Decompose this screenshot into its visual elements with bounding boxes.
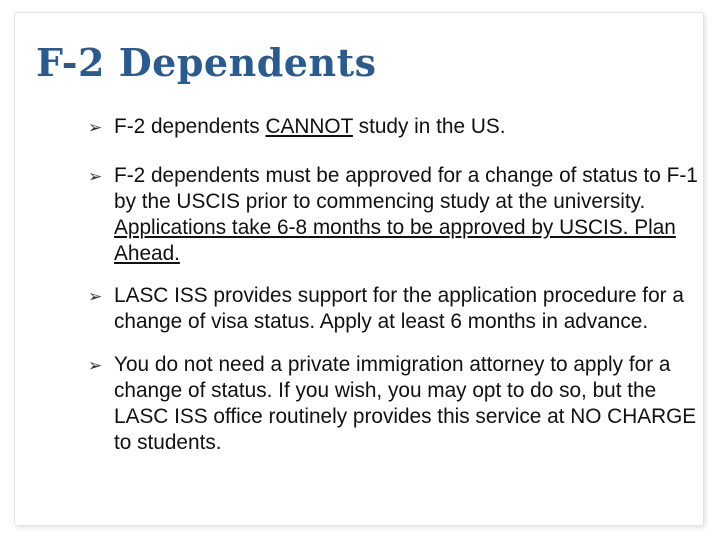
bullet-text: F-2 dependents [114,115,266,138]
bullet-emphasis: Applications take 6-8 months to be approved by USCIS. Plan Ahead. [114,216,676,265]
bullet-item [88,163,703,267]
bullet-item [88,283,703,335]
bullet-item [88,352,703,456]
bullet-text: study in the US. [352,115,506,138]
arrow-right-icon: ➢ [88,356,103,376]
slide-title: F-2 Dependents [36,40,377,85]
arrow-right-icon: ➢ [88,167,103,187]
bullet-emphasis: CANNOT [265,115,353,138]
arrow-right-icon: ➢ [88,287,103,307]
bullet-text: You do not need a private immigration attorney to apply for a change of status. If you wish, you may opt to do so, but the LASC ISS office routinely provides this service at NO CHARGE to students. [114,353,697,454]
bullet-text: F-2 dependents must be approved for a change of status to F-1 by the USCIS prior to commencing study at the university. [114,164,698,213]
bullet-list [88,114,703,456]
bullet-item [88,114,703,140]
bullet-text: LASC ISS provides support for the application procedure for a change of visa status. Apply at least 6 months in advance. [114,284,684,333]
arrow-right-icon: ➢ [88,118,103,138]
